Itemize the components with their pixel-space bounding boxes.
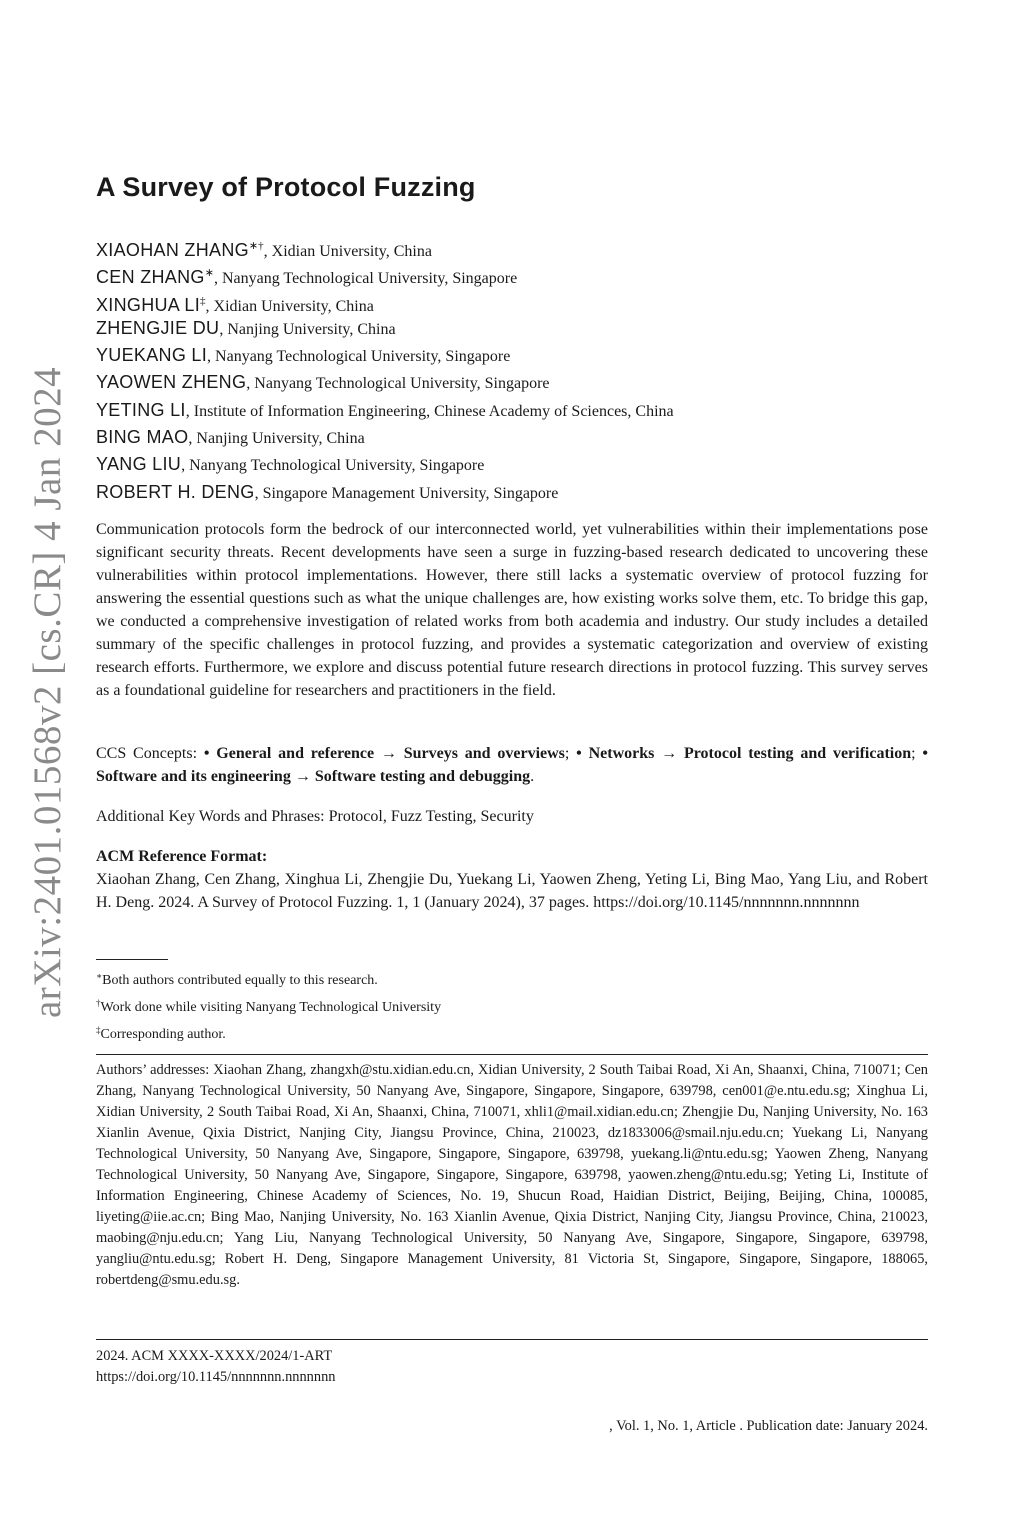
author-affiliation: , Nanyang Technological University, Singapore (207, 348, 511, 366)
footnote-text: Corresponding author. (100, 1027, 226, 1042)
author-name: YANG LIU (96, 454, 182, 475)
publication-info (96, 1346, 335, 1388)
footnote-mark: ‡ (96, 1025, 101, 1035)
footnote-text: Work done while visiting Nanyang Technological University (100, 1000, 442, 1015)
author-entry (96, 369, 674, 396)
author-name: CEN ZHANG (96, 267, 205, 288)
ccs-separator: ; (911, 745, 923, 762)
ccs-concept: • Networks → Protocol testing and verification (576, 745, 912, 762)
ccs-concept: • Software and its engineering → Software testing and debugging (96, 745, 929, 785)
author-entry (96, 233, 674, 260)
author-affiliation: , Xidian University, China (263, 243, 432, 260)
author-name: YUEKANG LI (96, 345, 208, 366)
publication-line: 2024. ACM XXXX-XXXX/2024/1-ART (96, 1348, 333, 1364)
paper-title: A Survey of Protocol Fuzzing (96, 172, 476, 202)
author-name: ROBERT H. DENG (96, 481, 255, 502)
abstract: Communication protocols form the bedrock of our interconnected world, yet vulnerabilities within their implementations pose significant security threats. Recent developments have seen a surge in fuzzing-based research dedicated to uncovering these vulnerabilities within protocol implementations. However, there still lacks a systematic overview of protocol fuzzing for answering the essential questions such as what the unique challenges are, how existing works solve them, etc. To bridge this gap, we conducted a comprehensive investigation of related works from both academia and industry. Our study includes a detailed summary of the specific challenges in protocol fuzzing, and provides a systematic categorization and overview of existing research efforts. Furthermore, we explore and discuss potential future research directions in protocol fuzzing. This survey serves as a foundational guideline for researchers and practitioners in the field. (96, 521, 928, 699)
author-footnote-mark: ∗ (204, 267, 214, 280)
ccs-label: CCS Concepts: (96, 745, 204, 762)
author-entry (96, 260, 674, 287)
author-name: ZHENGJIE DU (96, 317, 220, 338)
author-entry (96, 479, 674, 506)
addresses-divider (96, 1054, 928, 1055)
author-entry (96, 397, 674, 424)
page-footer: , Vol. 1, No. 1, Article . Publication date: January 2024. (609, 1418, 928, 1434)
footnotes (96, 965, 441, 1046)
publication-divider (96, 1339, 928, 1340)
footnote-mark: ∗ (96, 971, 103, 981)
author-name: YAOWEN ZHENG (96, 372, 247, 393)
ccs-end: . (530, 768, 535, 785)
footnote-mark: † (96, 998, 101, 1008)
acm-reference-text: Xiaohan Zhang, Cen Zhang, Xinghua Li, Zhengjie Du, Yuekang Li, Yaowen Zheng, Yeting Li, Bing Mao, Yang Liu, and Robert H. Deng. 2024. A Survey of Protocol Fuzzing. 1, 1 (January 2024), 37 pages. https://doi.org/10.1145/nnnnnnn.nnnnnnn (96, 871, 928, 911)
keywords: Additional Key Words and Phrases: Protocol, Fuzz Testing, Security (96, 808, 534, 825)
arxiv-identifier: arXiv:2401.01568v2 [cs.CR] 4 Jan 2024 (26, 366, 69, 1018)
author-footnote-mark: ‡ (200, 294, 206, 307)
author-affiliation: , Singapore Management University, Singapore (254, 484, 559, 502)
acm-reference-heading: ACM Reference Format: (96, 848, 268, 865)
author-affiliation: , Institute of Information Engineering, Chinese Academy of Sciences, China (185, 402, 674, 420)
footnote-text: Both authors contributed equally to this research. (102, 973, 378, 988)
ccs-concept: • General and reference → Surveys and overviews (203, 745, 565, 762)
author-name: YETING LI (96, 399, 186, 420)
author-name: XIAOHAN ZHANG (96, 240, 249, 260)
footnote (96, 965, 441, 992)
footnote (96, 1019, 441, 1046)
acm-reference-format (96, 845, 928, 914)
author-name: BING MAO (96, 427, 189, 448)
author-entry (96, 342, 674, 369)
author-affiliation: , Xidian University, China (205, 297, 374, 315)
author-entry (96, 424, 674, 451)
author-entry (96, 288, 674, 315)
doi-link[interactable]: https://doi.org/10.1145/nnnnnnn.nnnnnnn (96, 1369, 336, 1385)
author-name: XINGHUA LI (96, 294, 201, 315)
author-entry (96, 315, 674, 342)
author-footnote-mark: ∗† (248, 240, 264, 252)
footnote-divider (96, 959, 168, 960)
author-entry (96, 451, 674, 478)
author-affiliation: , Nanjing University, China (188, 430, 365, 448)
author-affiliation: , Nanjing University, China (219, 320, 396, 338)
author-list (96, 233, 674, 506)
author-affiliation: , Nanyang Technological University, Singapore (246, 375, 550, 393)
ccs-separator: ; (564, 745, 577, 762)
author-affiliation: , Nanyang Technological University, Singapore (213, 270, 518, 288)
author-affiliation: , Nanyang Technological University, Singapore (181, 457, 485, 475)
footnote (96, 992, 441, 1019)
authors-addresses: Authors’ addresses: Xiaohan Zhang, zhangxh@stu.xidian.edu.cn, Xidian University, 2 South Taibai Road, Xi An, Shaanxi, China, 710071; Cen Zhang, Nanyang Technological University, 50 Nanyang Ave, Singapore, Singapore, Singapore, 639798, cen001@e.ntu.edu.sg; Xinghua Li, Xidian University, 2 South Taibai Road, Xi An, Shaanxi, China, 710071, xhli1@mail.xidian.edu.cn; Zhengjie Du, Nanjing University, No. 163 Xianlin Avenue, Qixia District, Nanjing City, Jiangsu Province, China, 210023, dz1833006@smail.nju.edu.cn; Yuekang Li, Nanyang Technological University, 50 Nanyang Ave, Singapore, Singapore, Singapore, 639798, yuekang.li@ntu.edu.sg; Yaowen Zheng, Nanyang Technological University, 50 Nanyang Ave, Singapore, Singapore, Singapore, 639798, yaowen.zheng@ntu.edu.sg; Yeting Li, Institute of Information Engineering, Chinese Academy of Sciences, No. 19, Shucun Road, Haidian District, Beijing, Beijing, China, 100085, liyeting@iie.ac.cn; Bing Mao, Nanjing University, No. 163 Xianlin Avenue, Qixia District, Nanjing City, Jiangsu Province, China, 210023, maobing@nju.edu.cn; Yang Liu, Nanyang Technological University, 50 Nanyang Ave, Singapore, Singapore, Singapore, 639798, yangliu@ntu.edu.sg; Robert H. Deng, Singapore Management University, 81 Victoria St, Singapore, Singapore, Singapore, 188065, robertdeng@smu.edu.sg. (96, 1062, 928, 1288)
ccs-concepts (96, 742, 928, 788)
